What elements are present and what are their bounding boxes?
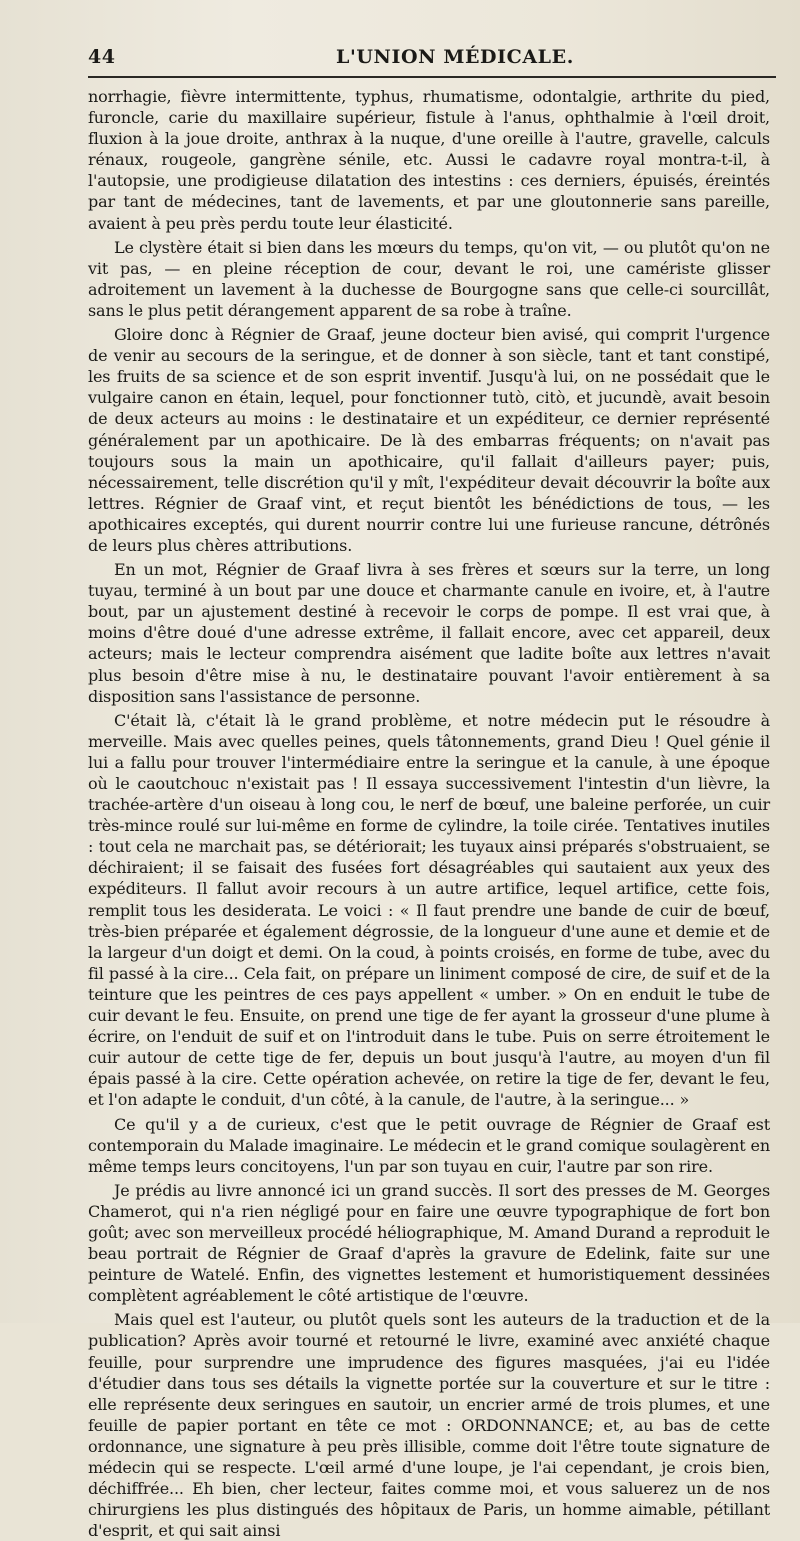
paragraph: C'était là, c'était là le grand problème, et notre médecin put le résoudre à merveille. Mais avec quelles peines, quels tâtonnements, grand Dieu ! Quel génie il lui a fallu pour trouver l'intermédiaire entre la seringue et la canule, à une époque où le caoutchouc n'existait pas ! Il essaya successivement l'intestin d'un lièvre, la trachée-artère d'un oiseau à long cou, le nerf de bœuf, une baleine perforée, un cuir très-mince roulé sur lui-même en forme de cylindre, la toile cirée. Tentatives inutiles : tout cela ne marchait pas, se détériorait; les tuyaux ainsi préparés s'obstruaient, se déchiraient; il se faisait des fusées fort désagréables qui sautaient aux yeux des expéditeurs. Il fallut avoir recours à un autre artifice, lequel artifice, cette fois, remplit tous les desiderata. Le voici : « Il faut prendre une bande de cuir de bœuf, très-bien préparée et également dégrossie, de la longueur d'une aune et demie et de la largeur d'un doigt et demi. On la coud, à points croisés, en forme de tube, avec du fil passé à la cire... Cela fait, on prépare un liniment composé de cire, de suif et de la teinture que les peintres de ces pays appellent « umber. » On en enduit le tube de cuir devant le feu. Ensuite, on prend une tige de fer ayant la grosseur d'une plume à écrire, on l'enduit de suif et on l'introduit dans le tube. Puis on serre étroitement le cuir autour de cette tige de fer, depuis un bout jusqu'à l'autre, au moyen d'un fil épais passé à la cire. Cette opération achevée, on retire la tige de fer, devant le feu, et l'on adapte le conduit, d'un côté, à la canule, de l'autre, à la seringue... » bbox=[88, 710, 770, 1110]
paragraph: Le clystère était si bien dans les mœurs du temps, qu'on vit, — ou plutôt qu'on ne vit pas, — en pleine réception de cour, devant le roi, une camériste glisser adroitement un lavement à la duchesse de Bourgogne sans que celle-ci sourcillât, sans le plus petit dérangement apparent de sa robe à traîne. bbox=[88, 237, 770, 320]
paragraph: Gloire donc à Régnier de Graaf, jeune docteur bien avisé, qui comprit l'urgence de venir au secours de la seringue, et de donner à son siècle, tant et tant constipé, les fruits de sa science et de son esprit inventif. Jusqu'à lui, on ne possédait que le vulgaire canon en étain, lequel, pour fonctionner tutò, citò, et jucundè, avait besoin de deux acteurs au moins : le destinataire et un expéditeur, ce dernier représenté généralement par un apothicaire. De là des embarras fréquents; on n'avait pas toujours sous la main un apothicaire, qu'il fallait d'ailleurs payer; puis, nécessairement, telle discrétion qu'il y mît, l'expéditeur devait découvrir la boîte aux lettres. Régnier de Graaf vint, et reçut bientôt les bénédictions de tous, — les apothicaires exceptés, qui durent nourrir contre lui une furieuse rancune, détrônés de leurs plus chères attributions. bbox=[88, 325, 770, 555]
paragraph: Ce qu'il y a de curieux, c'est que le petit ouvrage de Régnier de Graaf est contemporain du Malade imaginaire. Le médecin et le grand comique soulagèrent en même temps leurs concitoyens, l'un par son tuyau en cuir, l'autre par son rire. bbox=[88, 1114, 770, 1176]
paragraph: Je prédis au livre annoncé ici un grand succès. Il sort des presses de M. Georges Chamerot, qui n'a rien négligé pour en faire une œuvre typographique de fort bon goût; avec son merveilleux procédé héliographique, M. Amand Durand a reproduit le beau portrait de Régnier de Graaf d'après la gravure de Edelink, faite sur une peinture de Watelé. Enfin, des vignettes lestement et humoristiquement dessinées complètent agréablement le côté artistique de l'œuvre. bbox=[88, 1180, 770, 1306]
paragraph: Mais quel est l'auteur, ou plutôt quels sont les auteurs de la traduction et de la publication? Après avoir tourné et retourné le livre, examiné avec anxiété chaque feuille, pour surprendre une imprudence des figures masquées, j'ai eu l'idée d'étudier dans tous ses détails la vignette portée sur la couverture et sur le titre : elle représente deux seringues en sautoir, un encrier armé de trois plumes, et une feuille de papier portant en tête ce mot : ORDONNANCE; et, au bas de cette ordonnance, une signature à peu près illisible, comme doit l'être toute signature de médecin qui se respecte. L'œil armé d'une loupe, je l'ai cependant, je crois bien, déchiffrée... Eh bien, cher lecteur, faites comme moi, et vous saluerez un de nos chirurgiens les plus distingués des hôpitaux de Paris, un homme aimable, pétillant d'esprit, et qui sait ainsi bbox=[88, 1310, 770, 1541]
page-number: 44 bbox=[88, 46, 116, 68]
paragraph: En un mot, Régnier de Graaf livra à ses frères et sœurs sur la terre, un long tuyau, terminé à un bout par une douce et charmante canule en ivoire, et, à l'autre bout, par un ajustement destiné à recevoir le corps de pompe. Il est vrai que, à moins d'être doué d'une adresse extrême, il fallait encore, avec cet appareil, deux acteurs; mais le lecteur comprendra aisément que ladite boîte aux lettres n'avait plus besoin d'être mise à nu, le destinataire pouvant l'avoir entièrement à sa disposition sans l'assistance de personne. bbox=[88, 560, 770, 706]
running-title: L'UNION MÉDICALE. bbox=[336, 46, 574, 68]
page-header bbox=[88, 46, 776, 78]
paragraph: norrhagie, fièvre intermittente, typhus, rhumatisme, odontalgie, arthrite du pied, furoncle, carie du maxillaire supérieur, fistule à l'anus, ophthalmie à l'œil droit, fluxion à la joue droite, anthrax à la nuque, d'une oreille à l'autre, gravelle, calculs rénaux, rougeole, gangrène sénile, etc. Aussi le cadavre royal montra-t-il, à l'autopsie, une prodigieuse dilatation des intestins : ces derniers, épuisés, éreintés par tant de médecines, tant de lavements, et par une gloutonnerie sans pareille, avaient à peu près perdu toute leur élasticité. bbox=[88, 87, 770, 233]
